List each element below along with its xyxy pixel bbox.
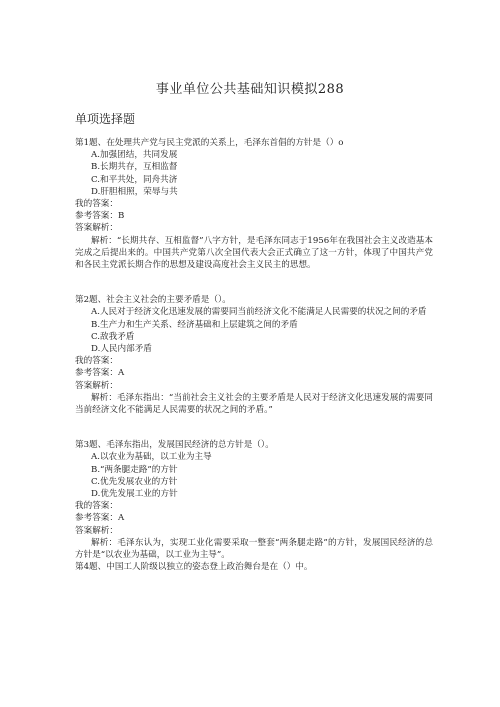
option-c: C.优先发展农业的方针 (91, 476, 178, 487)
question-stem: 第4题、中国工人阶级以独立的姿态登上政治舞台是在（）中。 (75, 562, 313, 573)
question-2 (75, 294, 433, 416)
question-stem: 第1题、在处理共产党与民主党派的关系上，毛泽东首倡的方针是（）o (75, 138, 344, 148)
option-b: B.生产力和生产关系、经济基础和上层建筑之间的矛盾 (91, 319, 298, 330)
question-stem: 第2题、社会主义社会的主要矛盾是（）。 (75, 295, 231, 306)
explanation-text: 解析：毛泽东指出：“当前社会主义社会的主要矛盾是人民对于经济文化迅速发展的需要同当前经济文化不能满足人民需要的状况之间的矛盾。” (75, 392, 433, 416)
question-list (75, 137, 433, 574)
reference-answer: 参考答案：A (75, 368, 125, 379)
question-1 (75, 137, 433, 271)
explanation-label: 答案解析： (75, 380, 118, 391)
explanation-text: 解析：毛泽东认为，实现工业化需要采取一整套“两条腿走路”的方针，发展国民经济的总方针是“以农业为基础，以工业为主导”。 (75, 537, 433, 561)
question-3 (75, 439, 433, 561)
my-answer-label: 我的答案： (75, 199, 118, 210)
option-b: B.“两条腿走路”的方针 (91, 464, 178, 475)
explanation-label: 答案解析： (75, 223, 118, 234)
option-d: D.优先发展工业的方针 (91, 489, 178, 500)
my-answer-label: 我的答案： (75, 356, 118, 367)
option-d: D.人民内部矛盾 (91, 344, 152, 355)
explanation-text: 解析：“长期共存、互相监督”八字方针，是毛泽东同志于1956年在我国社会主义改造基本完成之后提出来的。中国共产党第八次全国代表大会正式确立了这一方针，体现了中国共产党和各民主党派长期合作的思想及建设高度社会主义民主的思想。 (75, 235, 433, 271)
option-a: A.以农业为基础，以工业为主导 (91, 452, 212, 463)
option-c: C.敌我矛盾 (91, 331, 135, 342)
question-stem: 第3题、毛泽东指出，发展国民经济的总方针是（）。 (75, 440, 274, 451)
question-4 (75, 561, 433, 573)
reference-answer: 参考答案：A (75, 513, 125, 524)
my-answer-label: 我的答案： (75, 501, 118, 512)
option-a: A.加强团结，共同发展 (91, 150, 178, 161)
option-c: C.和平共处，同舟共济 (91, 174, 178, 185)
option-d: D.肝胆相照，荣辱与共 (91, 186, 178, 197)
reference-answer: 参考答案：B (75, 211, 125, 222)
explanation-label: 答案解析： (75, 525, 118, 536)
page-title: 事业单位公共基础知识模拟288 (155, 82, 345, 97)
option-a: A.人民对于经济文化迅速发展的需要同当前经济文化不能满足人民需要的状况之间的矛盾 (91, 307, 427, 318)
option-b: B.长期共存，互相监督 (91, 162, 178, 173)
section-heading: 单项选择题 (75, 112, 136, 126)
